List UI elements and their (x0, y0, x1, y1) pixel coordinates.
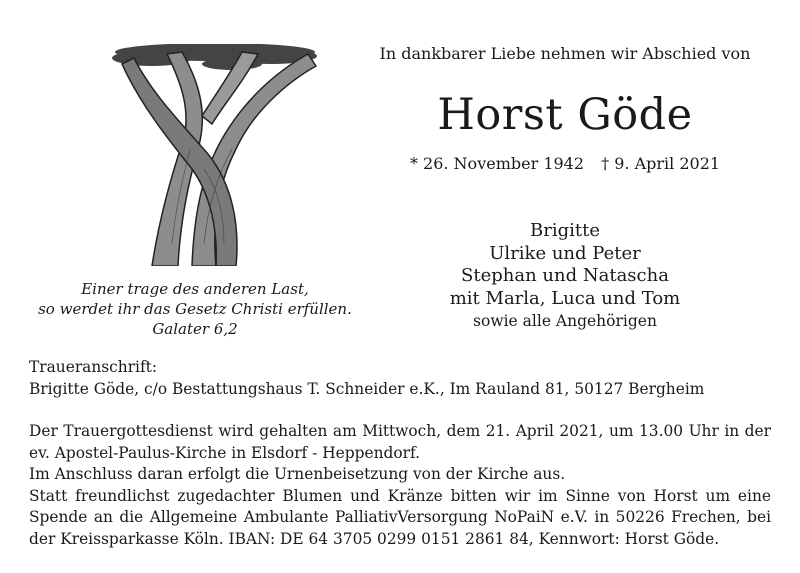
donation-info: Statt freundlichst zugedachter Blumen und Kränze bitten wir im Sinne von Horst um eine Spende an die Allgemeine Ambulante PalliativVersorgung NoPaiN e.V. in 50226 Frechen, bei der Kreissparkasse Köln. IBAN: DE 64 3705 0299 0151 2861 84, Kennwort: Horst Göde. (29, 486, 771, 548)
quote-line: so werdet ihr das Gesetz Christi erfüllen. (38, 300, 352, 318)
mourner-line: mit Marla, Luca und Tom (449, 287, 681, 309)
mourner-line: Stephan und Natascha (461, 265, 669, 286)
tree-illustration (112, 44, 318, 266)
address-text: Brigitte Göde, c/o Bestattungshaus T. Schneider e.K., Im Rauland 81, 50127 Bergheim (29, 379, 705, 398)
intro-text: In dankbarer Liebe nehmen wir Abschied von (379, 44, 751, 63)
quote-source: Galater 6,2 (152, 320, 238, 338)
bible-quote (20, 279, 370, 339)
burial-info: Im Anschluss daran erfolgt die Urnenbeisetzung von der Kirche aus. (29, 465, 566, 483)
address-label: Traueranschrift: (29, 358, 158, 376)
mourner-line: Brigitte (530, 220, 600, 241)
birth-date: * 26. November 1942 (409, 154, 585, 173)
relatives-line: sowie alle Angehörigen (473, 312, 657, 330)
mourners-list (372, 220, 758, 333)
mourner-line: Ulrike und Peter (489, 242, 641, 264)
notice-body (29, 357, 771, 550)
life-dates (372, 154, 758, 173)
quote-line: Einer trage des anderen Last, (81, 280, 309, 298)
death-date: † 9. April 2021 (601, 154, 721, 173)
service-info: Der Trauergottesdienst wird gehalten am Mittwoch, dem 21. April 2021, um 13.00 Uhr in der ev. Apostel-Paulus-Kirche in Elsdorf - Heppendorf. (29, 422, 771, 462)
deceased-name: Horst Göde (437, 90, 693, 140)
